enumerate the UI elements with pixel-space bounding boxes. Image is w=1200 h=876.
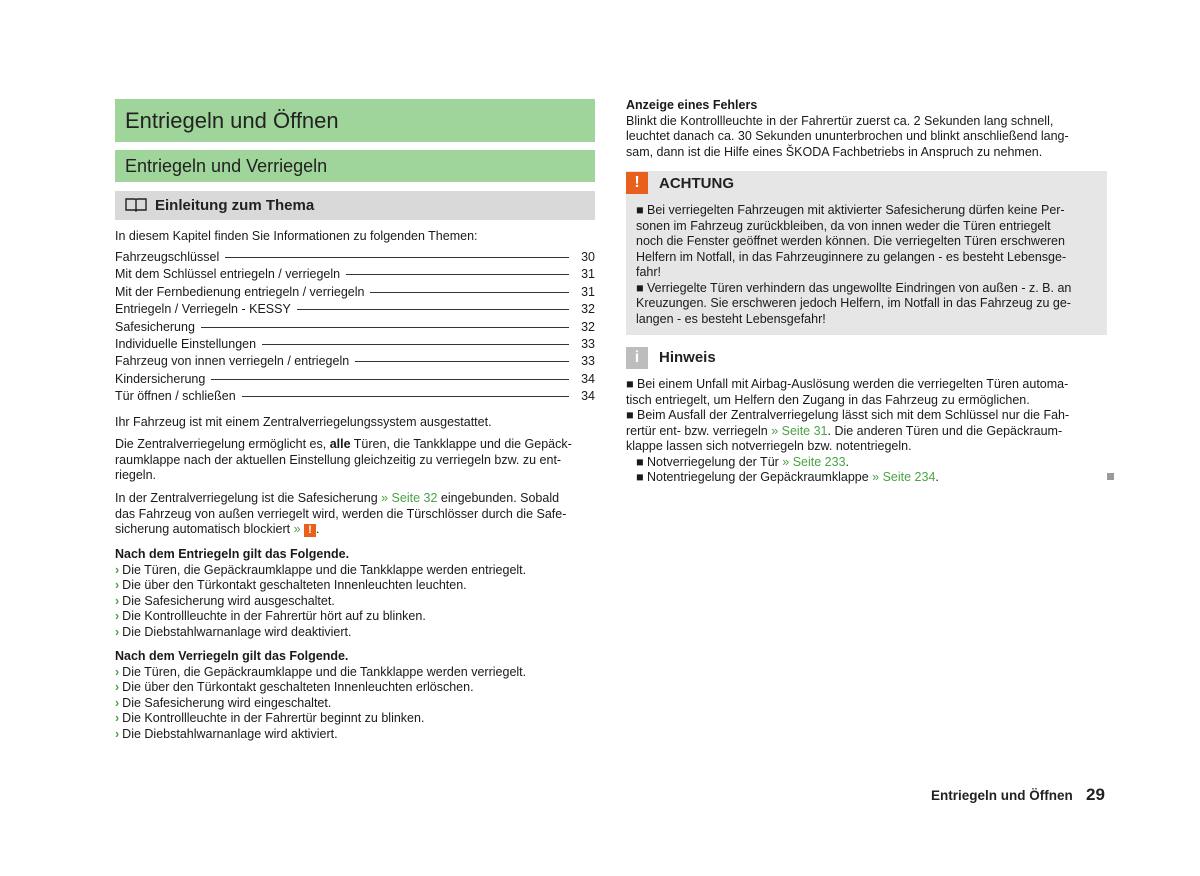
unlock-section [115,547,595,640]
toc-page: 34 [581,389,595,404]
text-line: noch die Fenster geöffnet werden können. Die verriegelten Türen erschweren [636,234,1065,248]
text-line: fahr! [636,265,662,279]
text-fragment: sicherung automatisch blockiert [115,522,294,536]
text-line: leuchtet danach ca. 30 Sekunden ununterbrochen und blinkt anschließend lang- [626,129,1069,143]
toc-page: 31 [581,284,595,299]
toc-label: Safesicherung [115,319,195,334]
warning-exclamation-icon: ! [626,172,648,194]
warning-text [636,203,1098,327]
unlock-title: Nach dem Entriegeln gilt das Folgende. [115,547,350,561]
chapter-title: Entriegeln und Öffnen [115,99,595,142]
list-item [115,665,595,681]
page-link[interactable]: » Seite 32 [381,491,438,505]
list-item-text: Die Kontrollleuchte in der Fahrertür hört auf zu blinken. [122,609,426,623]
toc-label: Mit der Fernbedienung entriegeln / verriegeln [115,284,365,299]
toc-leader [262,344,569,345]
list-item-text: Die Safesicherung wird eingeschaltet. [122,695,332,710]
toc-label: Tür öffnen / schließen [115,389,236,404]
chevron-right-icon: › [115,578,120,592]
toc-page: 32 [581,302,595,317]
list-item-text: Die Diebstahlwarnanlage wird aktiviert. [122,726,338,741]
text-line: das Fahrzeug von außen verriegelt wird, werden die Türschlösser durch die Safe- [115,506,567,521]
toc-row[interactable] [115,267,595,284]
warning-link[interactable]: » [293,522,301,536]
toc-row[interactable] [115,250,595,267]
list-item-text: Die Diebstahlwarnanlage wird deaktiviert. [122,624,352,639]
text-line: tisch entriegelt, um Helfern den Zugang in das Fahrzeug zu ermöglichen. [626,392,1030,407]
list-item-text: Die über den Türkontakt geschalteten Innenleuchten erlöschen. [122,680,474,694]
text-fragment: ■ Notentriegelung der Gepäckraumklappe [636,470,873,484]
warning-icon[interactable]: ! [304,524,316,537]
list-item-text: Die Safesicherung wird ausgeschaltet. [122,593,335,608]
chevron-right-icon: › [115,593,120,608]
unlock-list [115,563,595,641]
text-line: klappe lassen sich notverriegeln bzw. notentriegeln. [626,439,912,453]
text-fragment: . [935,470,939,484]
section-title: Entriegeln und Verriegeln [115,150,595,182]
toc-label: Fahrzeugschlüssel [115,250,220,264]
subsection-title [115,191,595,220]
text-line: Blinkt die Kontrollleuchte in der Fahrertür zuerst ca. 2 Sekunden lang schnell, [626,113,1054,128]
intro-text: In diesem Kapitel finden Sie Informationen zu folgenden Themen: [115,229,478,243]
text-fragment: . [845,454,850,469]
toc-label: Fahrzeug von innen verriegeln / entriegeln [115,354,350,369]
list-item [115,609,595,625]
list-item-text: Die Türen, die Gepäckraumklappe und die Tankklappe werden entriegelt. [122,562,527,577]
chevron-right-icon: › [115,726,120,741]
chevron-right-icon: › [115,695,120,710]
page-link[interactable]: » Seite 233 [782,454,846,469]
warning-title: ACHTUNG [659,175,734,192]
text-line: Helfern im Notfall, in das Fahrzeuginnere zu gelangen - es besteht Lebensge- [636,249,1067,264]
toc-leader [355,361,569,362]
text-line: raumklappe nach der aktuellen Einstellung gleichzeitig zu verriegeln bzw. zu ent- [115,452,562,467]
toc-leader [242,396,569,397]
toc-leader [370,292,569,293]
chevron-right-icon: › [115,664,120,679]
toc-label: Kindersicherung [115,371,206,386]
list-item [115,727,595,743]
toc-list [115,250,595,407]
toc-page: 33 [581,354,595,369]
toc-leader [201,327,569,328]
list-item-text: Die Kontrollleuchte in der Fahrertür beginnt zu blinken. [122,711,425,725]
text-line: riegeln. [115,468,156,482]
text-fragment: Die Zentralverriegelung ermöglicht es, [115,437,330,451]
text-line: Kreuzungen. Sie erschweren jedoch Helfern, im Notfall in das Fahrzeug zu ge- [636,296,1071,310]
toc-page: 32 [581,319,595,334]
para-central-locking-details [115,437,595,484]
lock-section [115,649,595,742]
toc-row[interactable] [115,302,595,319]
toc-label: Mit dem Schlüssel entriegeln / verriegeln [115,267,341,282]
text-fragment: In der Zentralverriegelung ist die Safesicherung [115,491,382,505]
text-line: ■ Beim Ausfall der Zentralverriegelung lässt sich mit dem Schlüssel nur die Fah- [626,408,1070,422]
section-end-marker [1107,473,1114,480]
info-icon: i [626,347,648,369]
toc-leader [211,379,569,380]
subsection-title-text: Einleitung zum Thema [155,197,315,214]
text-fragment: rertür ent- bzw. verriegeln [626,423,772,438]
page-link[interactable]: » Seite 31 [771,423,828,438]
lock-list [115,665,595,743]
bold-word: alle [329,437,351,451]
list-item [115,594,595,610]
toc-leader [297,309,569,310]
toc-row[interactable] [115,372,595,389]
toc-page: 33 [581,336,595,351]
lock-title: Nach dem Verriegeln gilt das Folgende. [115,649,349,663]
chevron-right-icon: › [115,562,120,577]
toc-row[interactable] [115,285,595,302]
toc-page: 30 [581,250,595,264]
toc-leader [225,257,569,258]
text-line: ■ Bei einem Unfall mit Airbag-Auslösung werden die verriegelten Türen automa- [626,377,1069,391]
toc-row[interactable] [115,354,595,371]
page-link[interactable]: » Seite 234 [872,470,936,484]
toc-label: Individuelle Einstellungen [115,336,257,351]
text-fragment: ■ Notverriegelung der Tür [636,454,783,469]
toc-leader [346,274,569,275]
text-fragment: Türen, die Tankklappe und die Gepäck- [350,437,572,451]
list-item-text: Die über den Türkontakt geschalteten Innenleuchten leuchten. [122,578,467,592]
list-item [115,711,595,727]
note-text [626,377,1107,486]
list-item [115,680,595,696]
error-title: Anzeige eines Fehlers [626,98,758,112]
toc-row[interactable] [115,337,595,354]
text-line: ■ Verriegelte Türen verhindern das ungewollte Eindringen von außen - z. B. an [636,280,1072,295]
list-item [115,696,595,712]
text-line: sonen im Fahrzeug zurückbleiben, da von innen weder die Türen entriegelt [636,218,1051,233]
text-line: sam, dann ist die Hilfe eines ŠKODA Fachbetriebs in Anspruch zu nehmen. [626,144,1043,159]
text-line: langen - es besteht Lebensgefahr! [636,311,826,326]
toc-row[interactable] [115,389,595,406]
chevron-right-icon: › [115,680,120,694]
text-line: ■ Bei verriegelten Fahrzeugen mit aktivierter Safesicherung dürfen keine Per- [636,203,1065,217]
toc-label: Entriegeln / Verriegeln - KESSY [115,302,291,317]
list-item [115,578,595,594]
text-fragment: . Die anderen Türen und die Gepäckraum- [827,423,1063,438]
book-icon [125,197,147,212]
error-section [626,98,1107,160]
page-number: 29 [1086,785,1105,804]
para-safe-lock [115,491,595,538]
note-title: Hinweis [659,349,716,366]
toc-page: 31 [581,267,595,282]
list-item [115,625,595,641]
chevron-right-icon: › [115,711,120,725]
list-item-text: Die Türen, die Gepäckraumklappe und die Tankklappe werden verriegelt. [122,664,527,679]
para-central-locking: Ihr Fahrzeug ist mit einem Zentralverriegelungssystem ausgestattet. [115,415,492,429]
text-fragment: . [316,522,320,536]
footer-section-title: Entriegeln und Öffnen [931,788,1073,803]
toc-page: 34 [581,371,595,386]
toc-row[interactable] [115,320,595,337]
list-item [115,563,595,579]
text-fragment: eingebunden. Sobald [437,491,560,505]
chevron-right-icon: › [115,624,120,639]
chevron-right-icon: › [115,609,120,623]
